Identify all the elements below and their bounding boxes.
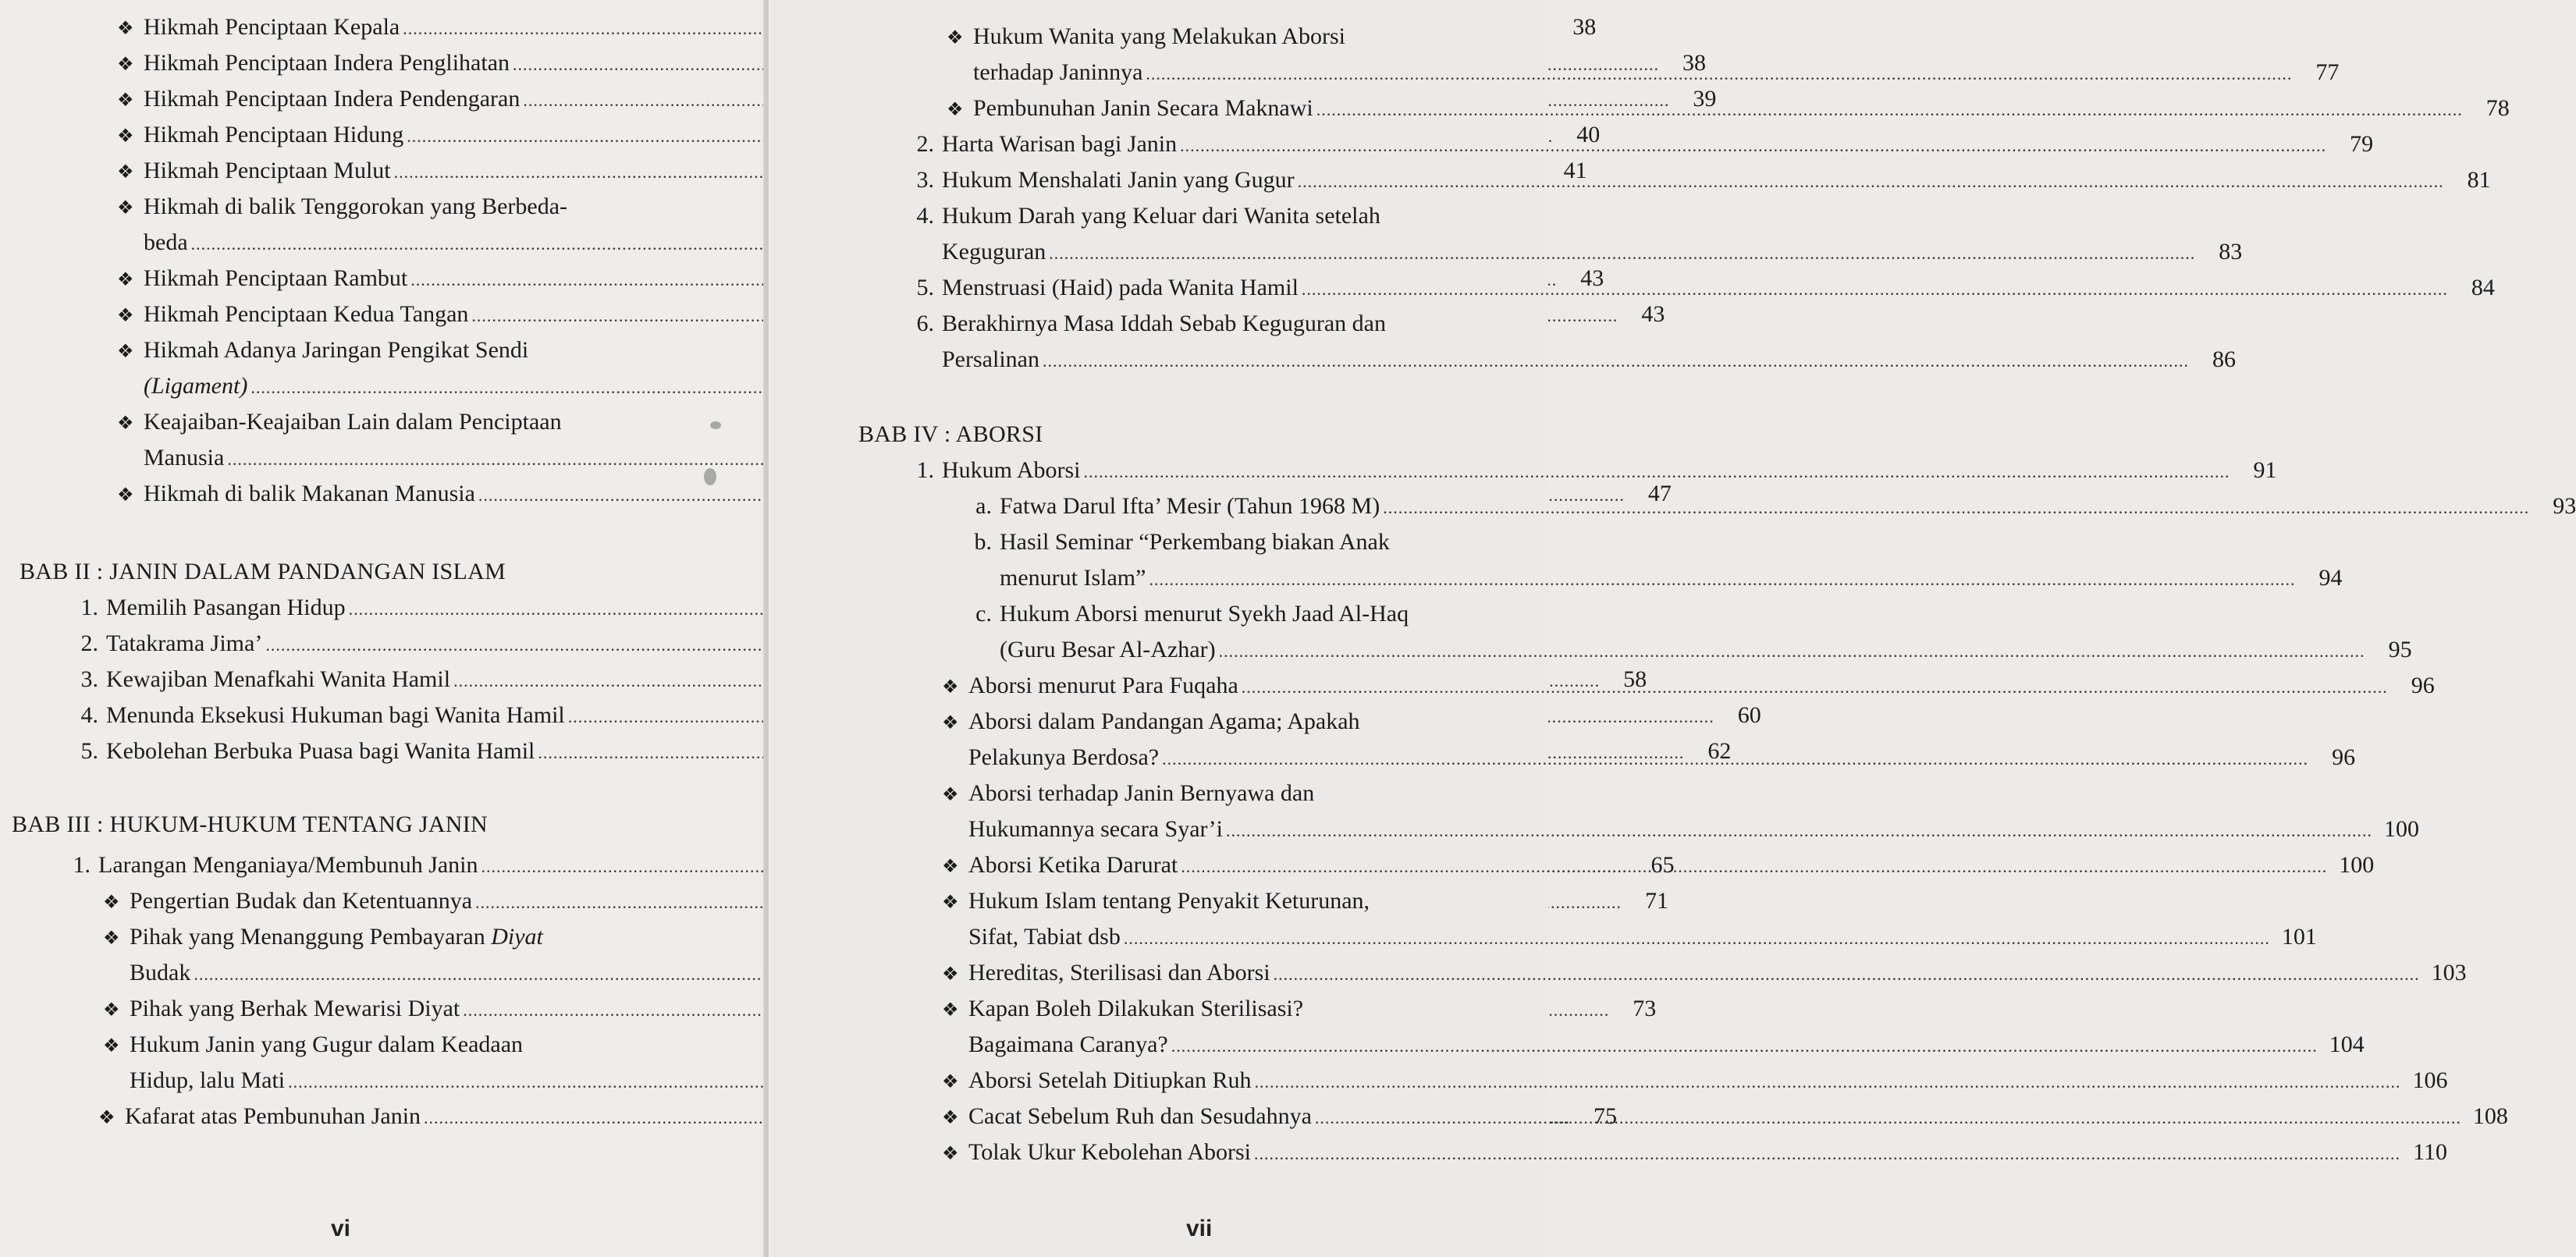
page-ref: 40 [1576, 122, 1601, 147]
toc-entry: ❖ Hikmah di balik Makanan Manusia ..... 47 [117, 476, 574, 512]
toc-entry: 3. Hukum Menshalati Janin yang Gugur ..... 81 [909, 162, 1527, 198]
toc-entry: 4. Hukum Darah yang Keluar dari Wanita setelah Keguguran ..... 83 [909, 198, 1527, 270]
toc-entry: 1. Memilih Pasangan Hidup ..... [70, 590, 687, 626]
page-ref: 91 [2253, 457, 2277, 483]
page-ref: 79 [2350, 131, 2374, 157]
toc-entry: ❖ Tolak Ukur Kebolehan Aborsi ..... 110 [942, 1134, 1527, 1170]
page-ref: 38 [1572, 14, 1597, 40]
bullet-diamond-icon: ❖ [103, 893, 120, 913]
page-ref: 71 [1645, 888, 1669, 914]
bullet-diamond-icon: ❖ [942, 893, 959, 913]
toc-entry: 3. Kewajiban Menafkahi Wanita Hamil ..... 58 [70, 662, 687, 698]
page-ref: 110 [2413, 1139, 2447, 1165]
ink-smudge [710, 421, 721, 429]
toc-entry: ❖ Pihak yang Berhak Mewarisi Diyat ..... 73 [103, 991, 683, 1027]
toc-entry: ❖ Hikmah di balik Tenggorokan yang Berbeda- beda ..... [117, 189, 574, 261]
page-ref: 101 [2281, 924, 2317, 950]
page-ref: 77 [2315, 59, 2340, 85]
page-ref: 60 [1737, 702, 1761, 728]
bullet-diamond-icon: ❖ [942, 785, 959, 805]
page-ref: 43 [1641, 301, 1665, 327]
page-ref: 65 [1650, 852, 1675, 878]
page-ref: 96 [2411, 673, 2435, 698]
toc-entry: ❖ Hikmah Penciptaan Indera Penglihatan ..... 38 [117, 45, 574, 81]
toc-entry: ❖ Hukum Wanita yang Melakukan Aborsi terhadap Janinnya ..... 77 [947, 19, 1527, 91]
page-number: vi [331, 1216, 351, 1241]
toc-entry: 1. Hukum Aborsi ..... 91 [909, 453, 1527, 488]
page-ref: 104 [2329, 1032, 2365, 1057]
page-number: vii [1186, 1216, 1213, 1241]
bullet-diamond-icon: ❖ [117, 126, 134, 147]
page-ref: 41 [1563, 158, 1587, 183]
toc-entry: a. Fatwa Darul Ifta’ Mesir (Tahun 1968 M) ..... 93 [973, 488, 1527, 524]
chapter-heading: BAB II : JANIN DALAM PANDANGAN ISLAM [20, 559, 506, 584]
bullet-diamond-icon: ❖ [942, 713, 959, 733]
toc-entry: ❖ Hikmah Penciptaan Kedua Tangan ..... 43 [117, 296, 574, 332]
page-ref: 47 [1647, 481, 1672, 506]
bullet-diamond-icon: ❖ [117, 414, 134, 434]
page-ref: 94 [2318, 565, 2343, 591]
page-ref: 108 [2472, 1103, 2508, 1129]
page-ref: 106 [2412, 1067, 2448, 1093]
page-ref: 96 [2332, 744, 2356, 770]
bullet-diamond-icon: ❖ [117, 198, 134, 218]
toc-entry: 4. Menunda Eksekusi Hukuman bagi Wanita Hamil ..... 60 [70, 698, 687, 733]
page-ref: 43 [1580, 265, 1604, 291]
toc-entry: b. Hasil Seminar “Perkembang biakan Anak menurut Islam” ..... 94 [973, 524, 1527, 596]
toc-entry: 2. Harta Warisan bagi Janin ..... 79 [909, 126, 1527, 162]
bullet-diamond-icon: ❖ [103, 1036, 120, 1056]
bullet-diamond-icon: ❖ [942, 1144, 959, 1164]
toc-entry: 6. Berakhirnya Masa Iddah Sebab Keguguran dan Persalinan ..... 86 [909, 306, 1527, 378]
page-ref: 84 [2471, 275, 2495, 300]
page-ref: 39 [1693, 86, 1717, 112]
bullet-diamond-icon: ❖ [942, 1000, 959, 1021]
toc-entry: ❖ Hikmah Adanya Jaringan Pengikat Sendi (Ligament) ..... [117, 332, 574, 404]
page-ref: 62 [1707, 738, 1732, 764]
page-ref: 78 [2485, 95, 2510, 121]
bullet-diamond-icon: ❖ [117, 19, 134, 39]
toc-entry: ❖ Aborsi Ketika Darurat ..... 100 [942, 847, 1527, 883]
bullet-diamond-icon: ❖ [947, 100, 964, 120]
bullet-diamond-icon: ❖ [117, 91, 134, 111]
bullet-diamond-icon: ❖ [103, 929, 120, 949]
bullet-diamond-icon: ❖ [942, 964, 959, 985]
toc-entry: ❖ Hikmah Penciptaan Mulut ..... 41 [117, 153, 574, 189]
bullet-diamond-icon: ❖ [942, 1072, 959, 1092]
page-ref: 83 [2219, 239, 2243, 265]
toc-entry: 5. Kebolehan Berbuka Puasa bagi Wanita Hamil ..... 62 [70, 733, 687, 769]
bullet-diamond-icon: ❖ [117, 162, 134, 183]
toc-entry: ❖ Hukum Janin yang Gugur dalam Keadaan Hidup, lalu Mati ..... [103, 1027, 683, 1099]
bullet-diamond-icon: ❖ [117, 306, 134, 326]
page-ref: 81 [2467, 167, 2491, 193]
toc-entry: ❖ Pengertian Budak dan Ketentuannya ..... 71 [103, 883, 683, 919]
toc-entry: ❖ Aborsi terhadap Janin Bernyawa dan Hukumannya secara Syar’i ..... 100 [942, 776, 1527, 847]
toc-entry: ❖ Cacat Sebelum Ruh dan Sesudahnya ..... 108 [942, 1099, 1527, 1134]
toc-entry: ❖ Hikmah Penciptaan Hidung ..... 40 [117, 117, 574, 153]
toc-entry: ❖ Keajaiban-Keajaiban Lain dalam Penciptaan Manusia ..... [117, 404, 574, 476]
toc-entry: c. Hukum Aborsi menurut Syekh Jaad Al-Haq (Guru Besar Al-Azhar) ..... 95 [973, 596, 1527, 668]
bullet-diamond-icon: ❖ [117, 342, 134, 362]
page-ref: 95 [2388, 637, 2412, 662]
chapter-heading: BAB III : HUKUM-HUKUM TENTANG JANIN [12, 811, 489, 837]
ink-smudge [704, 468, 716, 485]
toc-entry: ❖ Aborsi menurut Para Fuqaha ..... 96 [942, 668, 1527, 704]
bullet-diamond-icon: ❖ [942, 677, 959, 698]
chapter-heading: BAB IV : ABORSI [858, 421, 1043, 447]
toc-entry: ❖ Aborsi Setelah Ditiupkan Ruh ..... 106 [942, 1063, 1527, 1099]
bullet-diamond-icon: ❖ [942, 857, 959, 877]
bullet-diamond-icon: ❖ [947, 28, 964, 48]
page-ref: 103 [2431, 960, 2467, 985]
page-ref: 58 [1623, 666, 1647, 692]
page-ref: 93 [2553, 493, 2576, 519]
toc-entry: ❖ Hikmah Penciptaan Rambut ..... 43 [117, 261, 574, 296]
toc-entry: ❖ Hikmah Penciptaan Indera Pendengaran ..... 39 [117, 81, 574, 117]
toc-entry: ❖ Hikmah Penciptaan Kepala ..... 38 [117, 9, 574, 45]
page-ref: 100 [2339, 852, 2375, 878]
bullet-diamond-icon: ❖ [103, 1000, 120, 1021]
page-ref: 75 [1594, 1103, 1618, 1129]
toc-entry: ❖ Pihak yang Menanggung Pembayaran Diyat Budak ..... [103, 919, 683, 991]
page-ref: 38 [1682, 50, 1707, 76]
page-ref: 86 [2212, 346, 2236, 372]
bullet-diamond-icon: ❖ [117, 55, 134, 75]
toc-entry: ❖ Kafarat atas Pembunuhan Janin ..... 75 [98, 1099, 683, 1134]
toc-entry: ❖ Aborsi dalam Pandangan Agama; Apakah Pelakunya Berdosa? ..... 96 [942, 704, 1527, 776]
bullet-diamond-icon: ❖ [117, 270, 134, 290]
toc-entry: 5. Menstruasi (Haid) pada Wanita Hamil ..... 84 [909, 270, 1527, 306]
bullet-diamond-icon: ❖ [117, 485, 134, 506]
toc-entry: ❖ Hukum Islam tentang Penyakit Keturunan, Sifat, Tabiat dsb ..... 101 [942, 883, 1527, 955]
bullet-diamond-icon: ❖ [98, 1108, 115, 1128]
toc-entry: ❖ Kapan Boleh Dilakukan Sterilisasi? Bagaimana Caranya? ..... 104 [942, 991, 1527, 1063]
toc-entry: 1. Larangan Menganiaya/Membunuh Janin ..... 65 [62, 847, 683, 883]
bullet-diamond-icon: ❖ [942, 1108, 959, 1128]
page-ref: 73 [1633, 996, 1657, 1021]
toc-entry: 2. Tatakrama Jima’ ..... [70, 626, 687, 662]
toc-entry: ❖ Hereditas, Sterilisasi dan Aborsi ..... 103 [942, 955, 1527, 991]
page-ref: 100 [2384, 816, 2419, 842]
toc-entry: ❖ Pembunuhan Janin Secara Maknawi ..... 78 [947, 91, 1527, 126]
